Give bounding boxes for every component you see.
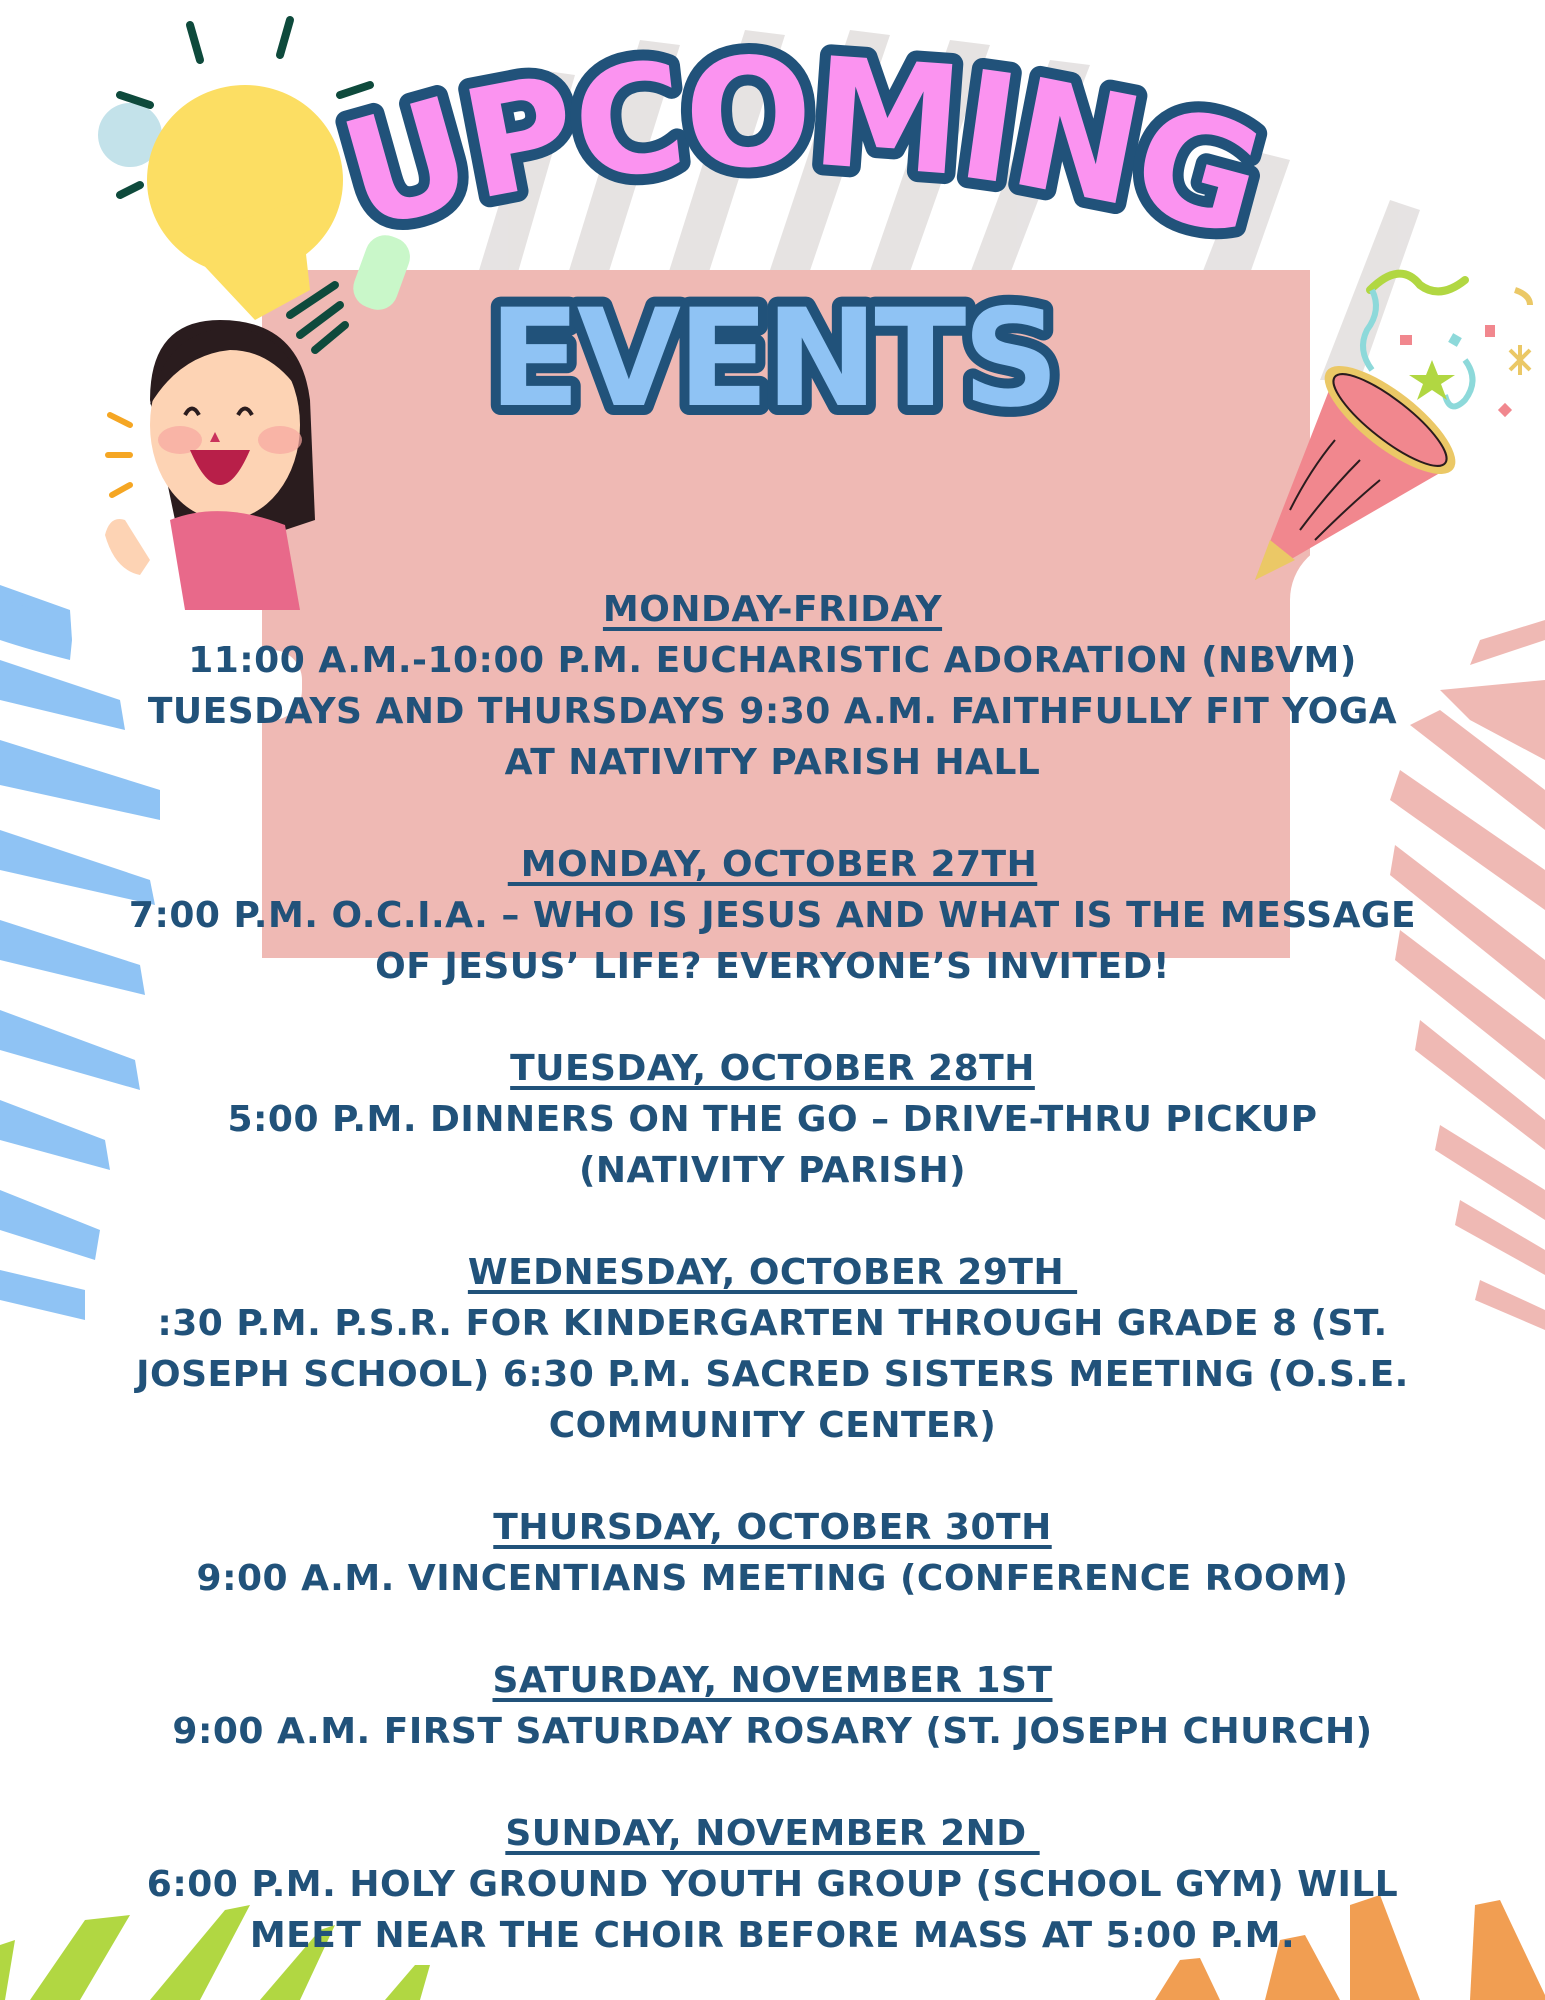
event-line: :30 P.M. P.S.R. FOR KINDERGARTEN THROUGH GRADE 8 (ST.: [157, 1303, 1388, 1344]
event-heading: TUESDAY, OCTOBER 28TH: [510, 1048, 1035, 1089]
event-heading: THURSDAY, OCTOBER 30TH: [493, 1507, 1052, 1548]
event-line: (NATIVITY PARISH): [578, 1150, 967, 1191]
event-heading: SATURDAY, NOVEMBER 1ST: [492, 1660, 1053, 1701]
event-line: JOSEPH SCHOOL) 6:30 P.M. SACRED SISTERS MEETING (O.S.E.: [136, 1354, 1409, 1395]
event-line: 7:00 P.M. O.C.I.A. – WHO IS JESUS AND WHAT IS THE MESSAGE: [128, 895, 1417, 936]
event-line: 11:00 A.M.-10:00 P.M. EUCHARISTIC ADORATION (NBVM): [188, 640, 1357, 681]
event-line: TUESDAYS AND THURSDAYS 9:30 A.M. FAITHFULLY FIT YOGA: [147, 691, 1398, 732]
event-line: OF JESUS’ LIFE? EVERYONE’S INVITED!: [375, 946, 1170, 987]
event-line: 9:00 A.M. VINCENTIANS MEETING (CONFERENCE ROOM): [196, 1558, 1349, 1599]
event-heading: WEDNESDAY, OCTOBER 29TH: [467, 1252, 1078, 1293]
event-section-oct-30: [0, 1502, 1545, 1604]
event-line: 5:00 P.M. DINNERS ON THE GO – DRIVE-THRU PICKUP: [227, 1099, 1318, 1140]
event-line: 9:00 A.M. FIRST SATURDAY ROSARY (ST. JOSEPH CHURCH): [172, 1711, 1373, 1752]
event-section-nov-2: [0, 1808, 1545, 1961]
event-section-oct-27: [0, 839, 1545, 992]
event-heading: MONDAY, OCTOBER 27TH: [507, 844, 1038, 885]
title-upcoming: UPCOMING: [325, 25, 1277, 271]
event-line: MEET NEAR THE CHOIR BEFORE MASS AT 5:00 P.M.: [249, 1915, 1296, 1956]
title-events: EVENTS: [488, 280, 1056, 437]
event-section-oct-29: [0, 1247, 1545, 1451]
event-heading: MONDAY-FRIDAY: [602, 589, 943, 630]
event-heading: SUNDAY, NOVEMBER 2ND: [505, 1813, 1040, 1854]
events-list: [0, 584, 1545, 1961]
event-section-oct-28: [0, 1043, 1545, 1196]
event-line: AT NATIVITY PARISH HALL: [504, 742, 1041, 783]
event-section-monday-friday: [0, 584, 1545, 788]
event-line: COMMUNITY CENTER): [548, 1405, 997, 1446]
event-section-nov-1: [0, 1655, 1545, 1757]
event-line: 6:00 P.M. HOLY GROUND YOUTH GROUP (SCHOOL GYM) WILL: [146, 1864, 1399, 1905]
